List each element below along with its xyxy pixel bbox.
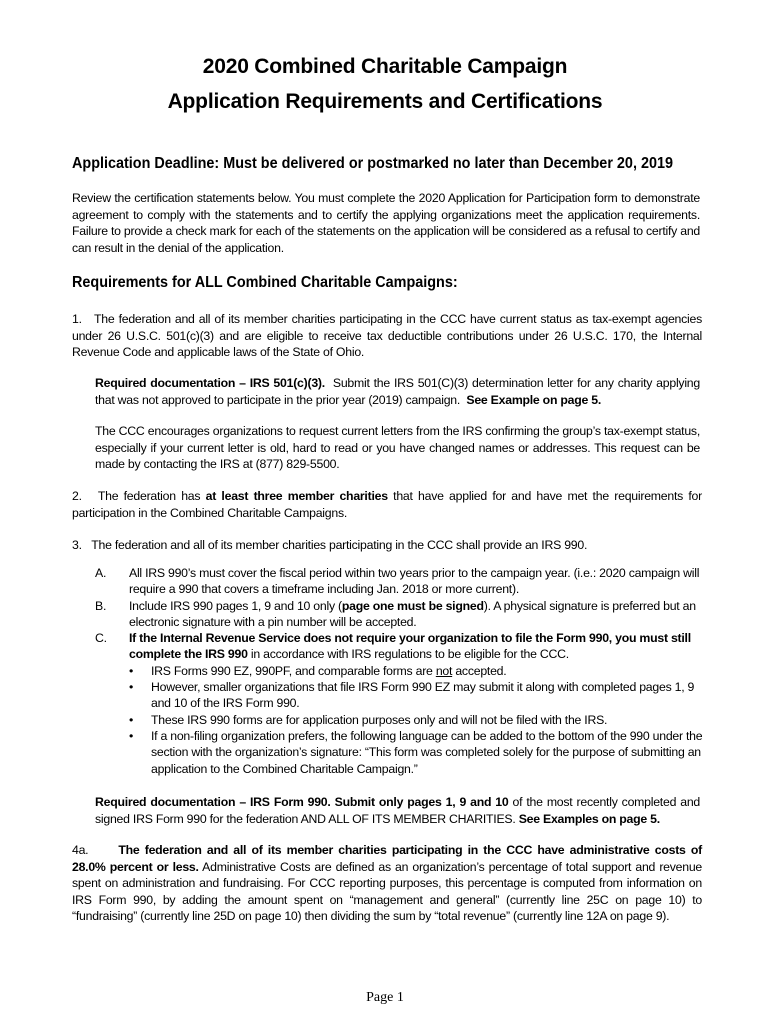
bullet3-text: These IRS 990 forms are for application purposes only and will not be filed with the IRS. <box>151 712 608 727</box>
subitem-text <box>129 598 705 631</box>
bullet-icon: • <box>129 712 134 727</box>
encourage-paragraph: The CCC encourages organizations to request current letters from the IRS confirming the group’s tax-exempt status, especially if your current letter is old, hard to read or you have changed names or addresses. This request can be made by contacting the IRS at (877) 829-5500. <box>95 424 700 471</box>
doc990-bold: Required documentation – IRS Form 990. Submit only pages 1, 9 and 10 <box>95 795 509 809</box>
bullet1-underline: not <box>435 663 453 678</box>
bullet1-pre: IRS Forms 990 EZ, 990PF, and comparable forms are <box>151 663 436 678</box>
list-item <box>129 728 705 777</box>
subitem-letter: A. <box>95 566 107 580</box>
requirement-3: 3. The federation and all of its member charities participating in the CCC shall provide an IRS 990. <box>72 538 588 552</box>
requirement-3-subitems <box>95 565 705 777</box>
doc990-example: See Examples on page 5. <box>518 811 660 826</box>
subitem-c <box>95 630 705 777</box>
title-line-1: 2020 Combined Charitable Campaign <box>202 55 568 78</box>
doc-label: Required documentation – IRS 501(c)(3). <box>95 376 325 390</box>
deadline-heading: Application Deadline: Must be delivered or postmarked no later than December 20, 2019 <box>72 155 673 172</box>
bullet4-text: If a non-filing organization prefers, the following language can be added to the bottom of the 990 under the section with the organization’s signature: “This form was completed solely for the purpose of submitting an application to the Combined Charitable Campaign.” <box>151 728 703 776</box>
c-bold: If the Internal Revenue Service does not require your organization to file the Form 990, you must still complete the IRS 990 <box>129 631 691 662</box>
bullet-icon: • <box>129 728 134 743</box>
doc-text: Submit the IRS 501(C)(3) determination letter for any charity applying that was not approved to participate in the prior year (2019) campaign. <box>95 376 700 407</box>
req4a-label: 4a. <box>72 843 89 857</box>
subitem-b <box>95 598 705 631</box>
bullet1-post: accepted. <box>452 663 507 678</box>
required-documentation-990 <box>95 794 700 827</box>
b-pre: Include IRS 990 pages 1, 9 and 10 only ( <box>129 598 342 613</box>
list-item <box>129 663 705 679</box>
list-item <box>129 679 705 712</box>
bullet-icon: • <box>129 663 134 678</box>
list-item <box>129 712 705 728</box>
subitem-a <box>95 565 705 598</box>
req4a-text: Administrative Costs are defined as an organization’s percentage of total support and revenue spent on administration and fundraising. For CCC reporting purposes, this percentage is computed from information on IRS Form 990, by adding the amount spent on “management and general” (currently line 25C on page 10) to “fundraising” (currently line 25D on page 10) then dividing the sum by “total revenue” (currently line 12A on page 9). <box>72 859 703 923</box>
doc990-text: of the most recently completed and signed IRS Form 990 for the federation AND ALL OF ITS MEMBER CHARITIES. <box>95 795 700 826</box>
b-post: ). A physical signature is preferred but an electronic signature with a pin number will be accepted. <box>129 598 696 629</box>
doc-example: See Example on page 5. <box>466 392 601 407</box>
required-documentation-501c3 <box>95 375 700 408</box>
subitem-letter: C. <box>95 631 107 646</box>
subitem-letter: B. <box>95 598 107 613</box>
page-number: Page 1 <box>366 990 404 1005</box>
bullet-list <box>129 663 705 777</box>
req2-post: that have applied for and have met the requirements for participation in the Combined Charitable Campaigns. <box>72 489 702 520</box>
c-post: in accordance with IRS regulations to be eligible for the CCC. <box>247 647 569 662</box>
requirements-heading: Requirements for ALL Combined Charitable Campaigns: <box>72 274 458 291</box>
subitem-text: All IRS 990’s must cover the fiscal period within two years prior to the campaign year. (i.e.: 2020 campaign will require a 990 that covers a timeframe including Jan. 2018 or more current). <box>129 566 700 597</box>
intro-paragraph: Review the certification statements below. You must complete the 2020 Application for Participation form to demonstrate agreement to comply with the statements and to certify the applying organizations meet the application requirements. Failure to provide a check mark for each of the statements on the application will be considered as a refusal to certify and can result in the denial of the application. <box>72 191 700 255</box>
bullet2-text: However, smaller organizations that file IRS Form 990 EZ may submit it along with completed pages 1, 9 and 10 of the IRS Form 990. <box>151 680 695 711</box>
requirement-1: 1. The federation and all of its member charities participating in the CCC have current status as tax-exempt agencies under 26 U.S.C. 501(c)(3) and are eligible to receive tax deductible contributions under 26 U.S.C. 170, the Internal Revenue Code and applicable laws of the State of Ohio. <box>72 312 702 359</box>
title-line-2: Application Requirements and Certifications <box>167 90 603 113</box>
b-bold: page one must be signed <box>341 598 484 613</box>
bullet-icon: • <box>129 680 134 695</box>
req2-pre: 2. The federation has <box>72 489 206 503</box>
req2-bold: at least three member charities <box>205 489 388 503</box>
requirement-4a <box>72 842 702 925</box>
subitem-text <box>129 630 705 777</box>
requirement-2 <box>72 488 702 521</box>
req4a-bold: The federation and all of its member charities participating in the CCC have administrative costs of 28.0% percent or less. <box>72 843 702 874</box>
